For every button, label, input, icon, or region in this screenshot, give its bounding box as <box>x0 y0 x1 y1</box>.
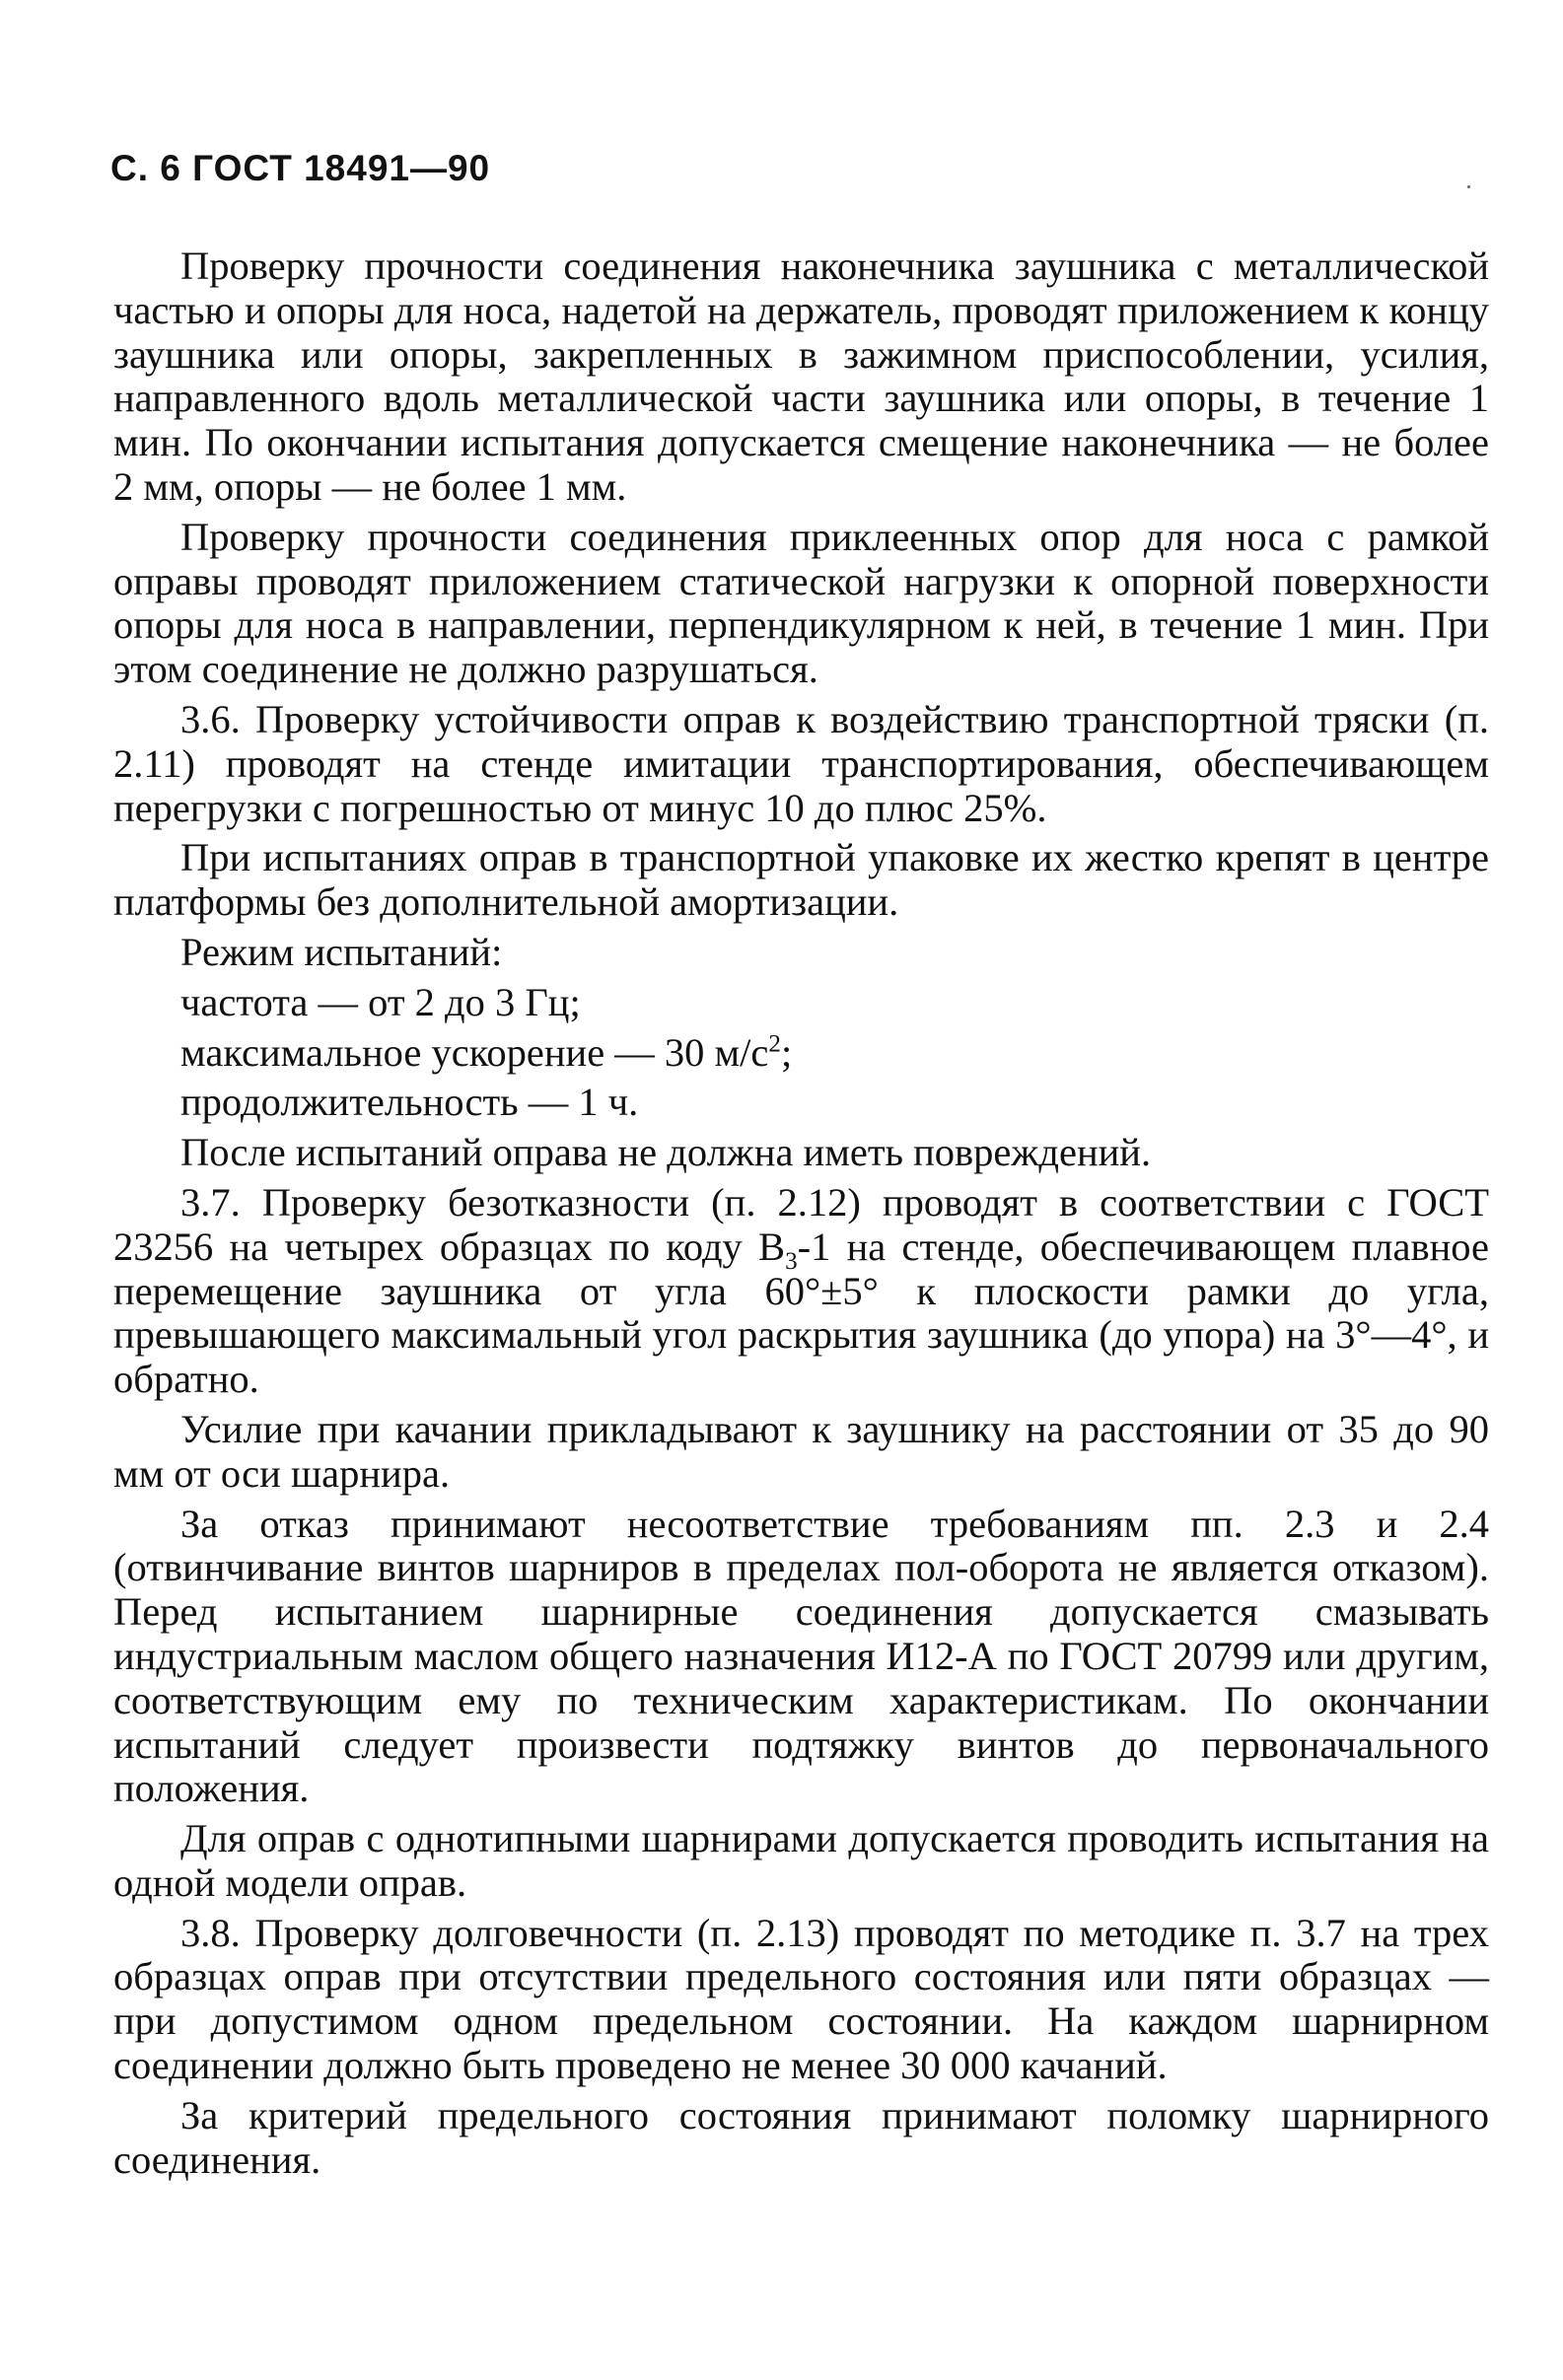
paragraph-3-7-part-b: -1 на стенде, обеспечивающем плавное перемещение заушника от угла 60°±5° к плоскости рамки до угла, превышающего максимальный угол раскрытия заушника (до упора) на 3°—4°, и обратно. <box>113 1224 1489 1402</box>
paragraph-failure: За отказ принимают несоответствие требованиям пп. 2.3 и 2.4 (отвинчивание винтов шарниров в пределах пол-оборота не является отказом). Перед испытанием шарнирные соединения допускается смазывать индустриальным маслом общего назначения И12-А по ГОСТ 20799 или другим, соответствующим ему по техническим характеристикам. По окончании испытаний следует произвести подтяжку винтов до первоначального положения. <box>113 1501 1489 1811</box>
paragraph-criterion: За критерий предельного состояния принимают поломку шарнирного соединения. <box>113 2092 1489 2182</box>
paragraph-3-7 <box>113 1181 1489 1402</box>
paragraph-force: Усилие при качании прикладывают к заушнику на расстоянии от 35 до 90 мм от оси шарнира. <box>113 1406 1489 1496</box>
list-item-acceleration <box>113 1031 1489 1076</box>
paragraph-tip-strength: Проверку прочности соединения наконечника заушника с металлической частью и опоры для носа, надетой на держатель, проводят приложением к концу заушника или опоры, закрепленных в зажимном приспособлении, усилия, направленного вдоль металлической части заушника или опоры, в течение 1 мин. По окончании испытания допускается смещение наконечника — не более 2 мм, опоры — не более 1 мм. <box>113 244 1489 509</box>
acceleration-suffix: ; <box>780 1029 793 1075</box>
paragraph-3-7-part-a: 3.7. Проверку безотказности (п. 2.12) проводят в соответствии с ГОСТ 23256 на четырех образцах по коду В <box>113 1179 1489 1269</box>
page-header: С. 6 ГОСТ 18491—90 <box>110 148 491 188</box>
paragraph-test-mode: Режим испытаний: <box>180 929 503 974</box>
acceleration-text: максимальное ускорение — 30 м/с <box>180 1029 769 1075</box>
list-item-duration: продолжительность — 1 ч. <box>180 1080 639 1125</box>
code-subscript: 3 <box>785 1247 798 1275</box>
paragraph-3-6: 3.6. Проверку устойчивости оправ к воздействию транспортной тряски (п. 2.11) проводят на стенде имитации транспортирования, обеспечивающем перегрузки с погрешностью от минус 10 до плюс 25%. <box>113 696 1489 830</box>
paragraph-packaging: При испытаниях оправ в транспортной упаковке их жестко крепят в центре платформы без дополнительной амортизации. <box>113 835 1489 925</box>
paragraph-glued-pads: Проверку прочности соединения приклеенных опор для носа с рамкой оправы проводят приложением статической нагрузки к опорной поверхности опоры для носа в направлении, перпендикулярном к ней, в течение 1 мин. При этом соединение не должно разрушаться. <box>113 514 1489 692</box>
document-body <box>113 245 1489 2182</box>
paragraph-no-damage: После испытаний оправа не должна иметь повреждений. <box>180 1130 1152 1175</box>
scan-speck <box>1467 185 1470 188</box>
list-item-frequency: частота — от 2 до 3 Гц; <box>180 979 581 1024</box>
paragraph-3-8: 3.8. Проверку долговечности (п. 2.13) проводят по методике п. 3.7 на трех образцах оправ при отсутствии предельного состояния или пяти образцах — при допустимом одном предельном состоянии. На каждом шарнирном соединении должно быть проведено не менее 30 000 качаний. <box>113 1910 1489 2088</box>
acceleration-superscript: 2 <box>768 1030 781 1058</box>
paragraph-same-hinges: Для оправ с однотипными шарнирами допускается проводить испытания на одной модели оправ. <box>113 1816 1489 1905</box>
